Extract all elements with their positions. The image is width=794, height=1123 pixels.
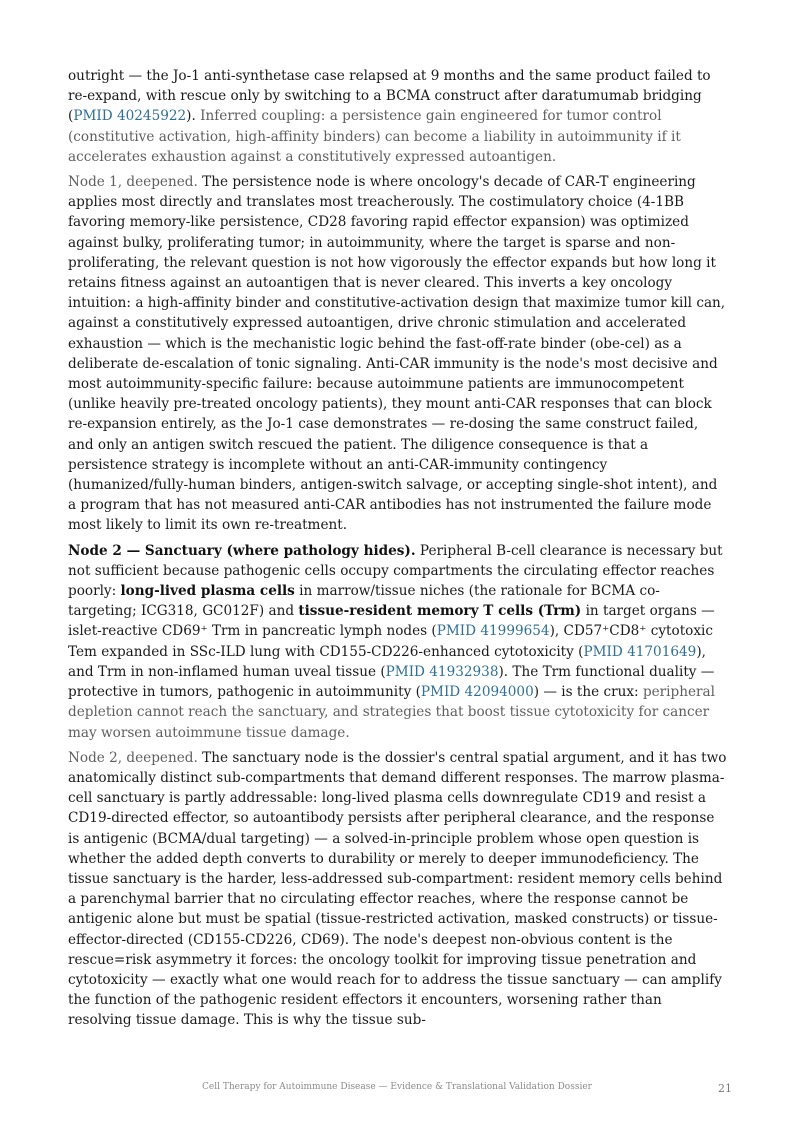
pmid-link[interactable]: PMID 41999654	[436, 623, 550, 640]
text-run: in marrow/tissue niches (the rationale for BCMA co-targeting; ICG318, GC012F) and	[68, 583, 660, 620]
paragraph-node2-sanctuary	[68, 541, 728, 743]
text-run: ), CD57⁺CD8⁺ cytotoxic Tem expanded in SSc-ILD lung with CD155-CD226-enhanced cytotoxicity (	[68, 623, 713, 660]
bold-term: tissue-resident memory T cells (Trm)	[298, 603, 582, 620]
inferred-note: peripheral depletion cannot reach the sanctuary, and strategies that boost tissue cytotoxicity for cancer may worsen autoimmune tissue damage.	[68, 684, 715, 741]
text-run: Peripheral B-cell clearance is necessary but not sufficient because pathogenic cells occupy compartments the circulating effector reaches poorly:	[68, 542, 723, 600]
paragraph-persistence-continuation	[68, 66, 728, 167]
paragraph-node2-deepened	[68, 748, 728, 1031]
text-run: in target organs — islet-reactive CD69⁺ Trm in pancreatic lymph nodes (	[68, 603, 715, 640]
pmid-link[interactable]: PMID 40245922	[73, 108, 187, 125]
text-run: The sanctuary node is the dossier's central spatial argument, and it has two anatomically distinct sub-compartments that demand different responses. The marrow plasma-cell sanctuary is partly addressable: long-lived plasma cells downregulate CD19 and resist a CD19-directed effector, so autoantibody persists after peripheral clearance, and the response is antigenic (BCMA/dual targeting) — a solved-in-principle problem whose open question is whether the added depth converts to durability or merely to deeper immunodeficiency. The tissue sanctuary is the harder, less-addressed sub-compartment: resident memory cells behind a parenchymal barrier that no circulating effector reaches, where the response cannot be antigenic alone but must be spatial (tissue-restricted activation, masked constructs) or tissue-effector-directed (CD155-CD226, CD69). The node's deepest non-obvious content is the rescue=risk asymmetry it forces: the oncology toolkit for improving tissue penetration and cytotoxicity — exactly what one would reach for to address the tissue sanctuary — can amplify the function of the pathogenic resident effectors it encounters, worsening rather than resolving tissue damage. This is why the tissue sub-	[68, 749, 727, 1029]
paragraph-node1-deepened	[68, 172, 728, 536]
bold-term: long-lived plasma cells	[120, 583, 295, 600]
paragraph-lead: Node 2, deepened.	[68, 749, 198, 766]
pmid-link[interactable]: PMID 41701649	[583, 643, 697, 660]
text-run: ).	[186, 108, 201, 125]
text-run: ), and Trm in non-inflamed human uveal tissue (	[68, 643, 706, 680]
page-footer	[0, 1082, 794, 1096]
inferred-coupling-note: Inferred coupling: a persistence gain engineered for tumor control (constitutive activation, high-affinity binders) can become a liability in autoimmunity if it accelerates exhaustion against a constitutively expressed autoantigen.	[68, 108, 681, 165]
page-body	[68, 66, 728, 1036]
page-number: 21	[718, 1082, 732, 1095]
node-heading: Node 2 — Sanctuary (where pathology hides).	[68, 542, 416, 559]
text-run: ) — is the crux:	[533, 684, 643, 701]
pmid-link[interactable]: PMID 42094000	[420, 684, 534, 701]
text-run: The persistence node is where oncology's decade of CAR-T engineering applies most directly and translates most treacherously. The costimulatory choice (4-1BB favoring memory-like persistence, CD28 favoring rapid effector expansion) was optimized against bulky, proliferating tumor; in autoimmunity, where the target is sparse and non-proliferating, the relevant question is not how vigorously the effector expands but how long it retains fitness against an autoantigen that is never cleared. This inverts a key oncology intuition: a high-affinity binder and constitutive-activation design that maximize tumor kill can, against a constitutively expressed autoantigen, drive chronic stimulation and accelerated exhaustion — which is the mechanistic logic behind the fast-off-rate binder (obe-cel) as a deliberate de-escalation of tonic signaling. Anti-CAR immunity is the node's most decisive and most autoimmunity-specific failure: because autoimmune patients are immunocompetent (unlike heavily pre-treated oncology patients), they mount anti-CAR responses that can block re-expansion entirely, as the Jo-1 case demonstrates — re-dosing the same construct failed, and only an antigen switch rescued the patient. The diligence consequence is that a persistence strategy is incomplete without an anti-CAR-immunity contingency (humanized/fully-human binders, antigen-switch salvage, or accepting single-shot intent), and a program that has not measured anti-CAR antibodies has not instrumented the failure mode most likely to limit its own re-treatment.	[68, 174, 726, 534]
pmid-link[interactable]: PMID 41932938	[385, 663, 499, 680]
paragraph-lead: Node 1, deepened.	[68, 174, 198, 191]
text-run: outright — the Jo-1 anti-synthetase case relapsed at 9 months and the same product failed to re-expand, with rescue only by switching to a BCMA construct after daratumumab bridging (	[68, 68, 711, 125]
text-run: ). The Trm functional duality — protective in tumors, pathogenic in autoimmunity (	[68, 663, 715, 701]
running-footer-title: Cell Therapy for Autoimmune Disease — Evidence & Translational Validation Dossier	[202, 1082, 592, 1092]
